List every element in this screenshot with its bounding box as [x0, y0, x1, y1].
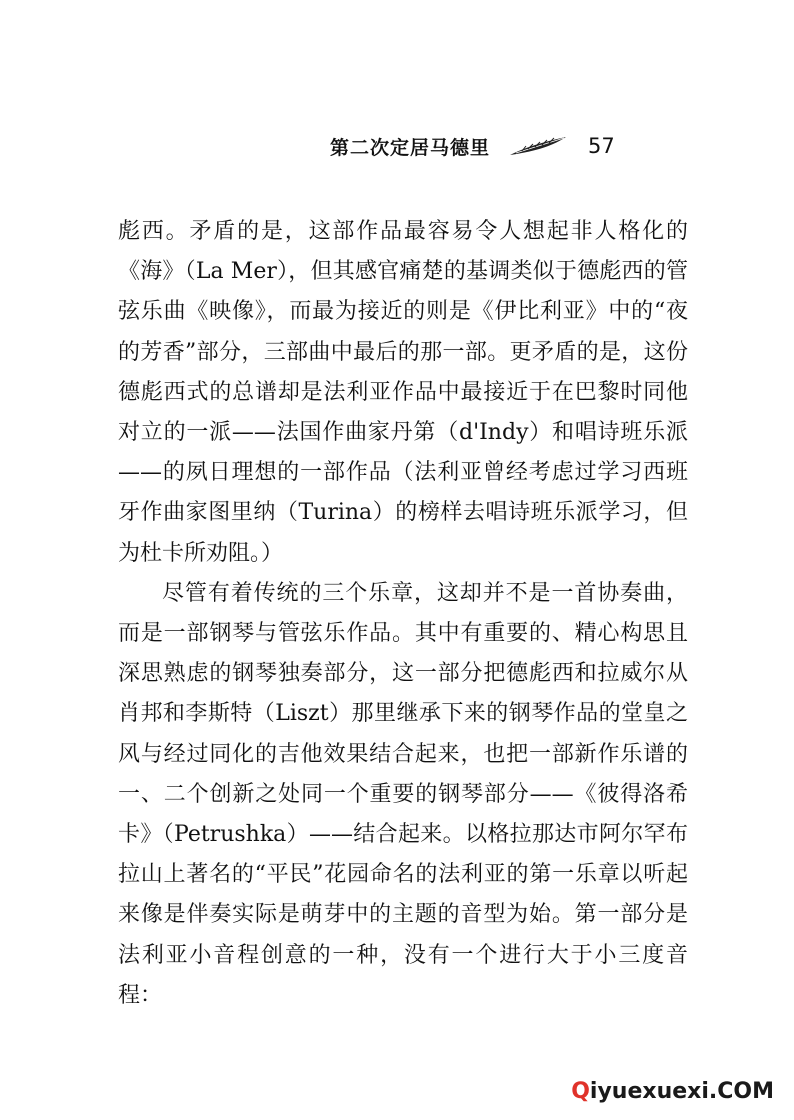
page-number: 57 — [588, 134, 615, 158]
chapter-title: 第二次定居马德里 — [330, 136, 491, 159]
site-watermark — [571, 1079, 774, 1104]
watermark-q-letter: Q — [571, 1079, 590, 1104]
running-header — [330, 128, 615, 164]
watermark-text: iyuexuexi.COM — [589, 1079, 774, 1104]
body-text — [118, 212, 688, 1016]
paragraph-2: 尽管有着传统的三个乐章，这却并不是一首协奏曲，而是一部钢琴与管弦乐作品。其中有重要的、精心构思且深思熟虑的钢琴独奏部分，这一部分把德彪西和拉威尔从肖邦和李斯特（Liszt）那里继承下来的钢琴作品的堂皇之风与经过同化的吉他效果结合起来，也把一部新作乐谱的一、二个创新之处同一个重要的钢琴部分——《彼得洛希卡》（Petrushka）——结合起来。以格拉那达市阿尔罕布拉山上著名的“平民”花园命名的法利亚的第一乐章以听起来像是伴奏实际是萌芽中的主题的音型为始。第一部分是法利亚小音程创意的一种，没有一个进行大于小三度音程： — [118, 580, 688, 1008]
feather-quill-icon — [508, 135, 570, 157]
paragraph-1: 彪西。矛盾的是，这部作品最容易令人想起非人格化的《海》（La Mer），但其感官痛楚的基调类似于德彪西的管弦乐曲《映像》，而最为接近的则是《伊比利亚》中的“夜的芳香”部分，三部曲中最后的那一部。更矛盾的是，这份德彪西式的总谱却是法利亚作品中最接近于在巴黎时同他对立的一派——法国作曲家丹第（d'Indy）和唱诗班乐派——的夙日理想的一部作品（法利亚曾经考虑过学习西班牙作曲家图里纳（Turina）的榜样去唱诗班乐派学习，但为杜卡所劝阻。） — [118, 219, 688, 566]
